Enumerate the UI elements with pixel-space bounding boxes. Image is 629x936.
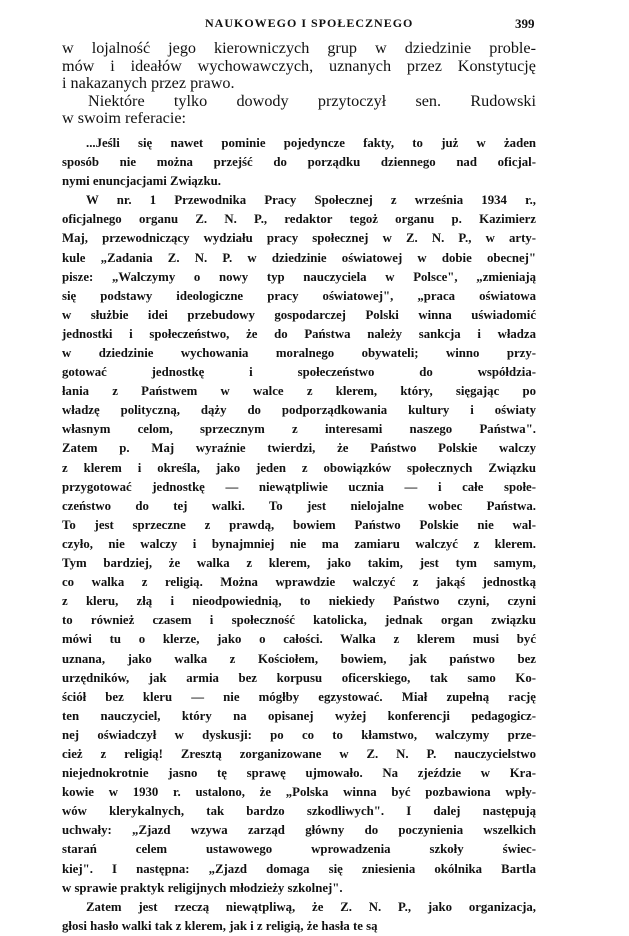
paragraph — [62, 898, 536, 936]
text-line: własnym celom, sprzecznym z interesami naszego Państwa". — [62, 422, 536, 437]
text-line: to również czasem i społeczność katolicka, jednak organ związku — [62, 613, 536, 628]
text-line: To jest sprzeczne z prawdą, bowiem Państwo Polskie nie wal- — [62, 517, 536, 532]
text-line: co walka z religią. Można wprawdzie walczyć z jakąś jednostką — [62, 575, 536, 590]
text-line: sposób nie można przejść do porządku dziennego nad oficjal- — [62, 155, 536, 170]
text-line: łania z Państwem w walce z klerem, który, sięgając po — [62, 384, 536, 399]
text-line: urzędników, jak armia bez korpusu oficerskiego, tak samo Ko- — [62, 670, 536, 685]
text-line: Tym bardziej, że walka z klerem, jako takim, jest tym samym, — [62, 556, 536, 571]
text-line: uchwały: „Zjazd wzywa zarząd główny do poczynienia wszelkich — [62, 823, 536, 838]
text-line: kiej". I następna: „Zjazd domaga się zniesienia okólnika Bartla — [62, 861, 536, 876]
text-line: w służbie idei przebudowy gospodarczej Polski winna uświadomić — [62, 307, 536, 322]
paragraph — [62, 191, 536, 897]
page-header — [0, 14, 629, 36]
text-line: w sprawie praktyk religijnych młodzieży szkolnej". — [62, 880, 343, 895]
text-line: czeństwo do tej walki. To jest nielojalne wobec Państwa. — [62, 498, 536, 513]
text-line: wów klerykalnych, tak bardzo szkodliwych". I dalej następują — [62, 804, 536, 819]
text-line: ...Jeśli się nawet pominie pojedyncze fakty, to już w żaden — [86, 135, 536, 150]
text-line: mów i ideałów wychowawczych, uznanych przez Konstytucję — [62, 56, 536, 75]
text-line: oficjalnego organu Z. N. P., redaktor tegoż organu p. Kazimierz — [62, 212, 536, 227]
running-title: NAUKOWEGO I SPOŁECZNEGO — [205, 16, 414, 30]
text-line: się podstawy ideologiczne pracy oświatowej", „praca oświatowa — [62, 288, 536, 303]
text-line: Zatem p. Maj wyraźnie twierdzi, że Państwo Polskie walczy — [62, 441, 536, 456]
text-line: Maj, przewodniczący wydziału pracy społecznej w Z. N. P., w arty- — [62, 231, 536, 246]
text-line: gotować jednostkę i społeczeństwo do współdzia- — [62, 365, 536, 380]
text-line: czyło, nie walczy i bynajmniej nie ma zamiaru walczyć z klerem. — [62, 536, 536, 551]
text-line: w dziedzinie wychowania moralnego obywateli; winno przy- — [62, 346, 536, 360]
text-line: mówi tu o klerze, jako o całości. Walka z klerem musi być — [62, 632, 536, 647]
text-line: w swoim referacie: — [62, 109, 187, 128]
text-line: władzę polityczną, dąży do podporządkowania kultury i oświaty — [62, 403, 536, 418]
body-text — [62, 40, 536, 936]
text-line: pisze: „Walczymy o nowy typ nauczyciela w Polsce", „zmieniają — [62, 269, 536, 284]
paragraph — [62, 134, 536, 191]
text-line: nej oświadczył w dyskusji: po co to kłamstwo, walczymy prze- — [62, 727, 536, 742]
text-line: Niektóre tylko dowody przytoczył sen. Rudowski — [88, 91, 536, 110]
paragraph — [62, 93, 536, 128]
text-line: kowie w 1930 r. ustalono, że „Polska winna być pozbawiona wpły- — [62, 785, 536, 800]
text-line: ściół bez kleru — nie mógłby egzystować. Miał zupełną rację — [62, 689, 536, 704]
text-line: ten nauczyciel, który na opisanej wyżej konferencji pedagogicz- — [62, 708, 536, 723]
text-line: jednostki i społeczeństwo, że do Państwa należy sankcja i władza — [62, 326, 536, 341]
text-line: głosi hasło walki tak z klerem, jak i z religią, że hasła te są — [62, 918, 378, 933]
text-line: Zatem jest rzeczą niewątpliwą, że Z. N. P., jako organizacja, — [86, 899, 536, 914]
page-number: 399 — [515, 16, 535, 31]
text-line: niejednokrotnie jasno tę sprawę ujmowało. Na zjeździe w Kra- — [62, 766, 536, 781]
text-line: i nakazanych przez prawo. — [62, 74, 235, 93]
text-line: nymi enuncjacjami Związku. — [62, 174, 221, 189]
text-line: w lojalność jego kierowniczych grup w dziedzinie proble- — [62, 39, 536, 57]
text-line: przygotować jednostkę — niewątpliwie ucznia — i całe społe- — [62, 479, 536, 494]
text-line: starań celem ustawowego wprowadzenia szkoły świec- — [62, 842, 536, 857]
text-line: z klerem i określa, jako jeden z obowiązków społecznych Związku — [62, 460, 536, 475]
text-line: W nr. 1 Przewodnika Pracy Społecznej z września 1934 r., — [86, 193, 536, 208]
text-line: z kleru, złą i nieodpowiednią, to niekiedy Państwo czyni, czyni — [62, 594, 536, 609]
text-line: cież z religią! Zresztą zorganizowane w Z. N. P. nauczycielstwo — [62, 746, 536, 761]
text-line: kule „Zadania Z. N. P. w dziedzinie oświatowej w dobie obecnej" — [62, 250, 536, 265]
paragraph — [62, 40, 536, 93]
text-line: uznana, jako walka z Kościołem, bowiem, jak państwo bez — [62, 651, 536, 666]
